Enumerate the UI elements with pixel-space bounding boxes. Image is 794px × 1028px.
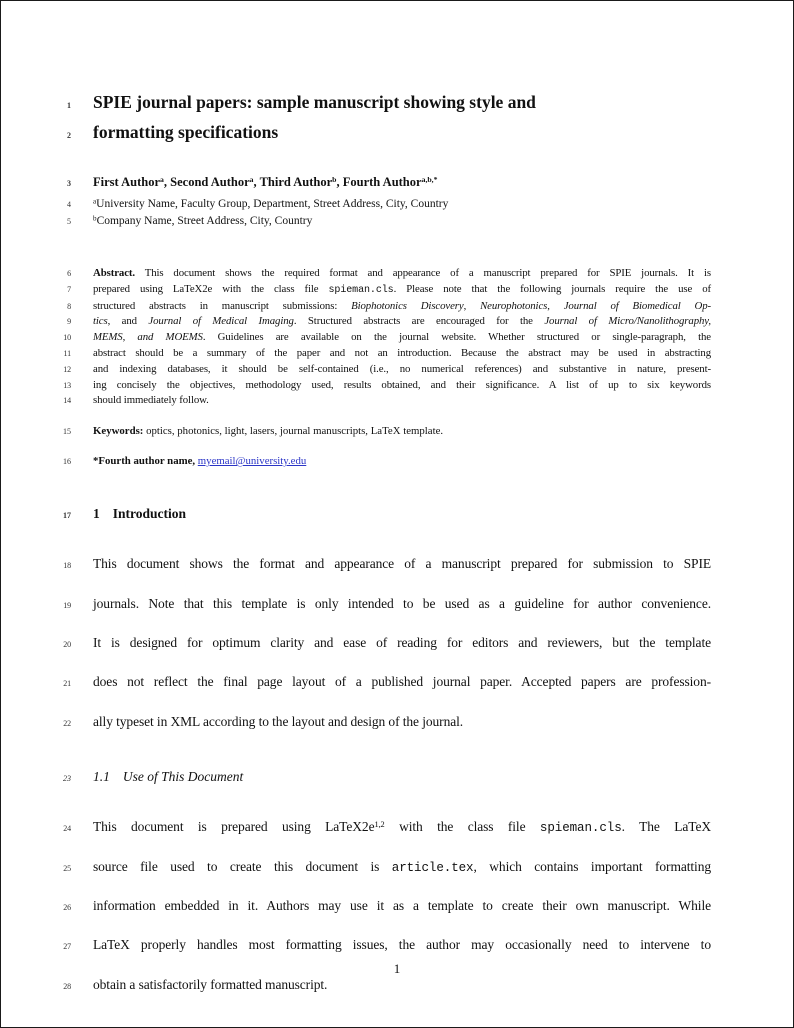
text-segment: spieman.cls <box>539 821 622 836</box>
line-number: 27 <box>63 942 71 952</box>
line-text <box>93 330 711 345</box>
text-segment: . Structured abstracts are encouraged for the <box>293 315 545 328</box>
manuscript-line <box>1 454 793 469</box>
manuscript-line <box>1 330 793 346</box>
line-number: 11 <box>63 348 71 358</box>
line-text <box>93 663 711 700</box>
line-number: 28 <box>63 981 71 991</box>
manuscript-line <box>1 314 793 330</box>
manuscript-line <box>1 378 793 394</box>
line-text <box>93 393 711 408</box>
text-segment: article.tex <box>391 860 474 875</box>
text-segment: , which contains important formatting <box>473 858 711 874</box>
text-segment: SPIE journal papers: sample manuscript showing style and <box>93 92 536 112</box>
line-number: 15 <box>63 427 71 437</box>
line-number: 21 <box>63 679 71 689</box>
text-segment: abstract should be a summary of the paper and not an introduction. Because the abstract may be used in abstracting <box>93 346 711 359</box>
line-number: 14 <box>63 396 71 406</box>
text-segment: . Guidelines are available on the journal website. Whether structured or single-paragraph, the <box>202 331 711 344</box>
manuscript-line <box>1 393 793 409</box>
line-number: 10 <box>63 333 71 343</box>
line-text <box>93 299 711 314</box>
text-segment: a <box>93 197 97 206</box>
text-segment: formatting specifications <box>93 122 279 142</box>
line-text <box>93 768 711 786</box>
text-segment: 1.1 <box>93 769 110 785</box>
manuscript-line <box>1 808 793 847</box>
line-text <box>93 173 711 191</box>
text-segment: , Third Author <box>253 175 333 189</box>
line-number: 1 <box>67 101 71 110</box>
line-number: 9 <box>67 317 71 327</box>
text-segment: spieman.cls <box>328 284 394 296</box>
text-segment: Journal of Biomedical Op- <box>563 299 712 312</box>
line-text <box>93 585 711 622</box>
text-segment: MEMS, and MOEMS <box>93 331 203 344</box>
line-number: 22 <box>63 718 71 728</box>
line-number: 19 <box>63 600 71 610</box>
line-text <box>93 213 711 230</box>
text-segment: First Author <box>93 175 161 189</box>
text-segment: with the class file <box>384 819 540 835</box>
text-segment: b <box>93 214 97 223</box>
text-segment: structured abstracts in manuscript submissions: <box>93 299 352 312</box>
text-segment: obtain a satisfactorily formatted manuscript. <box>93 976 328 992</box>
text-segment: should immediately follow. <box>93 394 209 407</box>
text-segment: , Fourth Author <box>336 175 422 189</box>
line-number: 23 <box>63 774 71 784</box>
text-segment: . The LaTeX <box>621 819 711 835</box>
manuscript-line <box>1 196 793 213</box>
line-number: 17 <box>63 511 71 521</box>
line-number: 7 <box>67 284 71 294</box>
line-text <box>93 848 711 887</box>
text-segment: b <box>332 175 337 185</box>
manuscript-line <box>1 887 793 926</box>
manuscript-line <box>1 585 793 624</box>
text-segment: optics, photonics, light, lasers, journal manuscripts, LaTeX template. <box>143 425 444 438</box>
line-text <box>93 624 711 661</box>
text-segment: . Please note that the following journals require the use of <box>393 282 711 295</box>
manuscript-line <box>1 282 793 299</box>
text-segment: Neurophotonics <box>480 299 548 312</box>
text-segment: This document is prepared using LaTeX2e <box>93 819 375 835</box>
text-segment: , Second Author <box>163 175 250 189</box>
line-number: 12 <box>63 364 71 374</box>
text-segment: does not reflect the final page layout of a published journal paper. Accepted papers are profession- <box>93 674 711 690</box>
line-number: 18 <box>63 561 71 571</box>
text-segment: , <box>547 299 564 312</box>
text-segment: It is designed for optimum clarity and ease of reading for editors and reviewers, but the template <box>93 634 711 650</box>
text-segment: Biophotonics Discovery <box>351 299 464 312</box>
text-segment: This document shows the format and appearance of a manuscript prepared for submission to SPIE <box>93 556 711 572</box>
manuscript-line <box>1 89 793 119</box>
text-segment: Journal of Micro/Nanolithography, <box>544 315 711 328</box>
manuscript-line <box>1 424 793 439</box>
manuscript-line <box>1 119 793 149</box>
text-segment: Abstract. <box>93 267 135 279</box>
manuscript-line <box>1 362 793 378</box>
line-number: 6 <box>67 269 71 278</box>
text-segment: Use of This Document <box>122 769 244 785</box>
text-segment: This document shows the required format and appearance of a manuscript prepared for SPIE journals. It is <box>134 267 711 279</box>
manuscript-line <box>1 703 793 742</box>
text-segment: ing concisely the objectives, methodology used, results obtained, and their significance. A list of up to six keywords <box>93 378 711 391</box>
line-number: 8 <box>67 301 71 311</box>
text-segment: a <box>160 175 164 185</box>
line-text <box>93 505 711 523</box>
line-text <box>93 703 711 740</box>
text-segment: a <box>249 175 254 185</box>
manuscript-line <box>1 213 793 230</box>
manuscript-line <box>1 299 793 315</box>
manuscript-line <box>1 624 793 663</box>
text-segment: University Name, Faculty Group, Department, Street Address, City, Country <box>96 198 449 210</box>
line-text <box>93 196 711 213</box>
manuscript-line <box>1 768 793 788</box>
text-segment: prepared using LaTeX2e with the class file <box>93 282 329 295</box>
text-segment: 1,2 <box>374 820 385 830</box>
text-segment: , and <box>107 315 149 328</box>
manuscript-line <box>1 926 793 965</box>
line-text <box>93 362 711 377</box>
line-text <box>93 545 711 582</box>
line-text <box>93 282 711 299</box>
text-segment: information embedded in it. Authors may use it as a template to create their own manuscript. While <box>93 898 711 914</box>
line-number: 2 <box>67 131 71 140</box>
line-number: 5 <box>67 217 71 226</box>
text-segment: a,b,* <box>421 175 438 185</box>
page-footer <box>1 961 793 977</box>
manuscript-line <box>1 505 793 525</box>
line-text <box>93 424 711 439</box>
manuscript-line <box>1 663 793 702</box>
line-number: 24 <box>63 824 71 834</box>
manuscript-line <box>1 848 793 887</box>
manuscript-line <box>1 545 793 584</box>
line-text <box>93 314 711 329</box>
line-text <box>93 346 711 361</box>
line-text <box>93 378 711 393</box>
line-number: 20 <box>63 639 71 649</box>
text-segment: Keywords: <box>93 425 144 438</box>
text-segment: Company Name, Street Address, City, Country <box>96 215 313 227</box>
text-segment: 1 <box>93 506 100 522</box>
email-link[interactable]: myemail@university.edu <box>197 455 307 468</box>
manuscript-line <box>1 266 793 282</box>
manuscript-line <box>1 173 793 193</box>
line-text <box>93 454 711 469</box>
manuscript-lines <box>1 1 793 1005</box>
text-segment: *Fourth author name, <box>93 455 198 468</box>
line-text <box>93 808 711 847</box>
line-number: 4 <box>67 200 71 209</box>
text-segment: , <box>463 299 481 312</box>
line-text <box>93 926 711 963</box>
manuscript-line <box>1 346 793 362</box>
line-text <box>93 119 711 145</box>
text-segment: source file used to create this document is <box>93 858 392 874</box>
text-segment: journals. Note that this template is only intended to be used as a guideline for author convenience. <box>93 595 711 611</box>
line-text <box>93 89 711 115</box>
line-text <box>93 266 711 281</box>
text-segment: Journal of Medical Imaging <box>148 315 294 328</box>
line-number: 26 <box>63 903 71 913</box>
line-number: 16 <box>63 457 71 467</box>
line-number: 25 <box>63 863 71 873</box>
text-segment: Introduction <box>112 506 187 522</box>
text-segment: tics <box>93 315 108 328</box>
line-number: 3 <box>67 179 71 188</box>
text-segment: LaTeX properly handles most formatting issues, the author may occasionally need to intervene to <box>93 937 711 953</box>
page-number: 1 <box>393 961 401 976</box>
text-segment: ally typeset in XML according to the layout and design of the journal. <box>93 713 464 729</box>
text-segment: and indexing databases, it should be self-contained (i.e., no numerical references) and substantive in nature, present- <box>93 362 711 375</box>
line-number: 13 <box>63 380 71 390</box>
line-text <box>93 887 711 924</box>
